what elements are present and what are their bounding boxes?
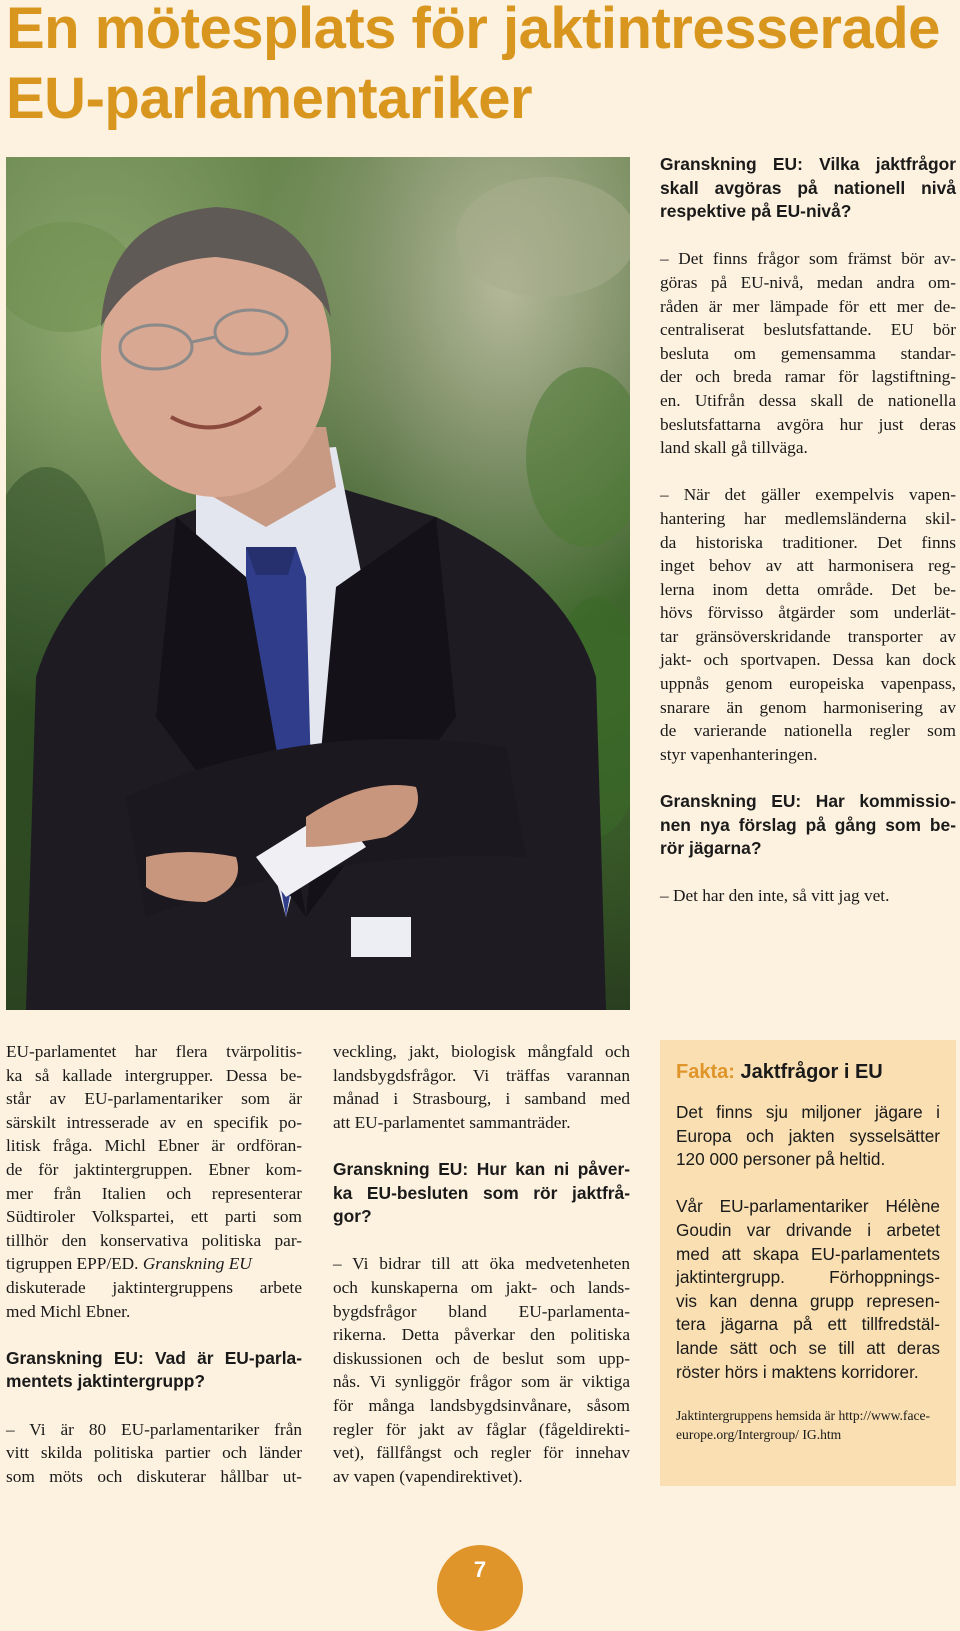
text-line: de varierande nationella regler som [660, 721, 956, 741]
text-line: beslutsfattarna avgöra hur just deras [660, 414, 956, 434]
text-line: besluta om gemensamma standar- [660, 343, 956, 363]
interview-column-middle [333, 1040, 630, 1488]
text-line: hantering har medlemsländerna skil- [660, 508, 956, 528]
text-line: ka så kallade intergrupper. Dessa be- [6, 1065, 302, 1085]
website-link-tail[interactable]: IG.htm [802, 1427, 842, 1443]
text-line: der och breda ramar för lagstiftning- [660, 367, 956, 387]
text-line: en. Utifrån dessa skall de nationella [660, 390, 956, 410]
text-line: landsbygdsfrågor. Vi träffas varannan [333, 1065, 630, 1085]
text-line: röster hörs i maktens korridorer. [676, 1361, 919, 1382]
text-line: Granskning EU: Hur kan ni påver- [333, 1158, 630, 1179]
text-line: Südtiroler Volkspartei, ett parti som [6, 1207, 302, 1227]
answer-paragraph [660, 483, 956, 766]
text-line: respektive på EU-nivå? [660, 201, 852, 222]
fact-heading-text: Jaktfrågor i EU [740, 1061, 883, 1083]
question-heading [6, 1347, 302, 1394]
text-line: – Det finns frågor som främst bör av- [660, 249, 956, 269]
text-line: centraliserat beslutsfattande. EU bör [660, 320, 956, 340]
text-line: lerna inom detta område. Det be- [660, 579, 956, 599]
text-line: nen nya förslag på gång som be- [660, 814, 956, 835]
text-line: snarare än genom harmonisering av [660, 697, 956, 717]
text-line: veckling, jakt, biologisk mångfald och [333, 1042, 630, 1061]
website-link[interactable]: http://www.face-europe.org/Intergroup/ [676, 1408, 931, 1443]
answer-paragraph [333, 1040, 630, 1134]
text-line: av vapen (vapendirektivet). [333, 1466, 523, 1486]
intro-column [6, 1040, 302, 1488]
text-fragment: tigruppen EPP/ED. [6, 1254, 139, 1274]
fact-box [660, 1040, 956, 1486]
text-line: Europa och jakten sysselsätter [676, 1125, 940, 1146]
answer-paragraph [333, 1252, 630, 1488]
text-line: vis kan denna grupp represen- [676, 1290, 940, 1311]
text-line: – När det gäller exempelvis vapen- [660, 485, 956, 505]
text-line: med Michl Ebner. [6, 1301, 131, 1321]
text-line: da historiska traditioner. Det finns [660, 532, 956, 552]
question-heading [333, 1158, 630, 1229]
text-line: skall avgöras på nationell nivå [660, 177, 956, 198]
question-heading [660, 153, 956, 224]
text-line: 120 000 personer på heltid. [676, 1149, 886, 1170]
fact-box-heading [676, 1059, 940, 1085]
text-line: – Vi är 80 EU-parlamentariker från [6, 1419, 302, 1439]
text-line: litisk fråga. Michl Ebner är ordföran- [6, 1136, 302, 1156]
question-heading [660, 790, 956, 861]
text-line: Goudin var drivande i arbetet [676, 1219, 940, 1240]
fact-paragraph [676, 1195, 940, 1384]
text-line: regler för jakt av fåglar (fågeldirekti- [333, 1419, 630, 1439]
page-number: 7 [473, 1557, 487, 1582]
text-line: – Det har den inte, så vitt jag vet. [660, 886, 890, 906]
text-line: rikerna. Detta påverkar den politiska [333, 1325, 630, 1345]
text-line: jakt- och sportvapen. Dessa kan dock [660, 650, 956, 670]
text-line: vitt skilda politiska partier och länder [6, 1443, 302, 1463]
text-line: Granskning EU: Vad är EU-parla- [6, 1347, 302, 1368]
text-line: Granskning EU: Vilka jaktfrågor [660, 154, 956, 174]
text-line: EU-parlamentet har flera tvärpolitis- [6, 1042, 302, 1061]
text-line: råden är mer lämpade för ett mer de- [660, 296, 956, 316]
text-line: för många landsbygdsinvånare, såsom [333, 1395, 630, 1415]
article-title [6, 0, 946, 134]
text-line: ka EU-besluten som rör jaktfrå- [333, 1182, 630, 1203]
text-line: land skall gå tillväga. [660, 438, 808, 458]
text-line: rör jägarna? [660, 838, 762, 859]
text-line: Jaktintergruppens hemsida är [676, 1408, 836, 1424]
text-line: diskussionen och de beslut som upp- [333, 1348, 630, 1368]
text-line: med att skapa EU-parlamentets [676, 1243, 940, 1264]
text-line: lande sätt och se till att deras [676, 1337, 940, 1358]
text-line: vet), fällfångst och regler för innehav [333, 1443, 630, 1463]
text-line: styr vapenhanteringen. [660, 744, 818, 764]
text-line: de för jaktintergruppen. Ebner kom- [6, 1159, 302, 1179]
portrait-photo [6, 157, 630, 1010]
text-line: diskuterade jaktintergruppens arbete [6, 1277, 302, 1297]
text-line: särskilt intresserade av en specifik po- [6, 1112, 302, 1132]
text-line: och kunskaperna om jakt- och lands- [333, 1277, 630, 1297]
text-line: mentets jaktintergrupp? [6, 1371, 206, 1392]
title-line: En mötesplats för jaktintresserade [6, 0, 940, 61]
text-line: tillhör den konservativa politiska par- [6, 1230, 302, 1250]
text-line: – Vi bidrar till att öka medvetenheten [333, 1254, 630, 1274]
text-line: som möts och diskuterar hållbar ut- [6, 1466, 302, 1486]
text-line: hövs förvisso åtgärder som underlät- [660, 603, 956, 623]
text-line: nås. Vi synliggör frågor som är viktiga [333, 1372, 630, 1392]
text-line: Granskning EU: Har kommissio- [660, 791, 956, 812]
text-line: står av EU-parlamentariker som är [6, 1089, 302, 1109]
text-line: tera jägarna på ett tillfredstäl- [676, 1314, 940, 1335]
answer-paragraph [6, 1418, 302, 1489]
text-line: mer från Italien och representerar [6, 1183, 302, 1203]
text-line: Vår EU-parlamentariker Hélène [676, 1196, 940, 1217]
fact-label: Fakta: [676, 1061, 735, 1083]
text-line: månad i Strasbourg, i samband med [333, 1089, 630, 1109]
text-line: tar gränsöverskridande transporter av [660, 626, 956, 646]
text-line: uppnås genom europeiska vapenpass, [660, 674, 956, 694]
text-line [6, 1252, 302, 1276]
title-line: EU-parlamentariker [6, 66, 533, 131]
fact-paragraph [676, 1101, 940, 1172]
text-line: Det finns sju miljoner jägare i [676, 1102, 940, 1122]
text-line: göras på EU-nivå, medan andra om- [660, 272, 956, 292]
intro-paragraph [6, 1040, 302, 1323]
website-note [676, 1406, 940, 1444]
publication-name: Granskning EU [142, 1254, 252, 1274]
answer-paragraph [660, 884, 956, 908]
text-line: jaktintergrupp. Förhoppnings- [676, 1267, 940, 1288]
text-line: inget behov av att harmonisera reg- [660, 556, 956, 576]
text-line: att EU-parlamentet sammanträder. [333, 1112, 571, 1132]
text-line: bygdsfrågor bland EU-parlamenta- [333, 1301, 630, 1321]
interview-column-right [660, 153, 956, 908]
text-line: gor? [333, 1206, 372, 1227]
answer-paragraph [660, 247, 956, 459]
